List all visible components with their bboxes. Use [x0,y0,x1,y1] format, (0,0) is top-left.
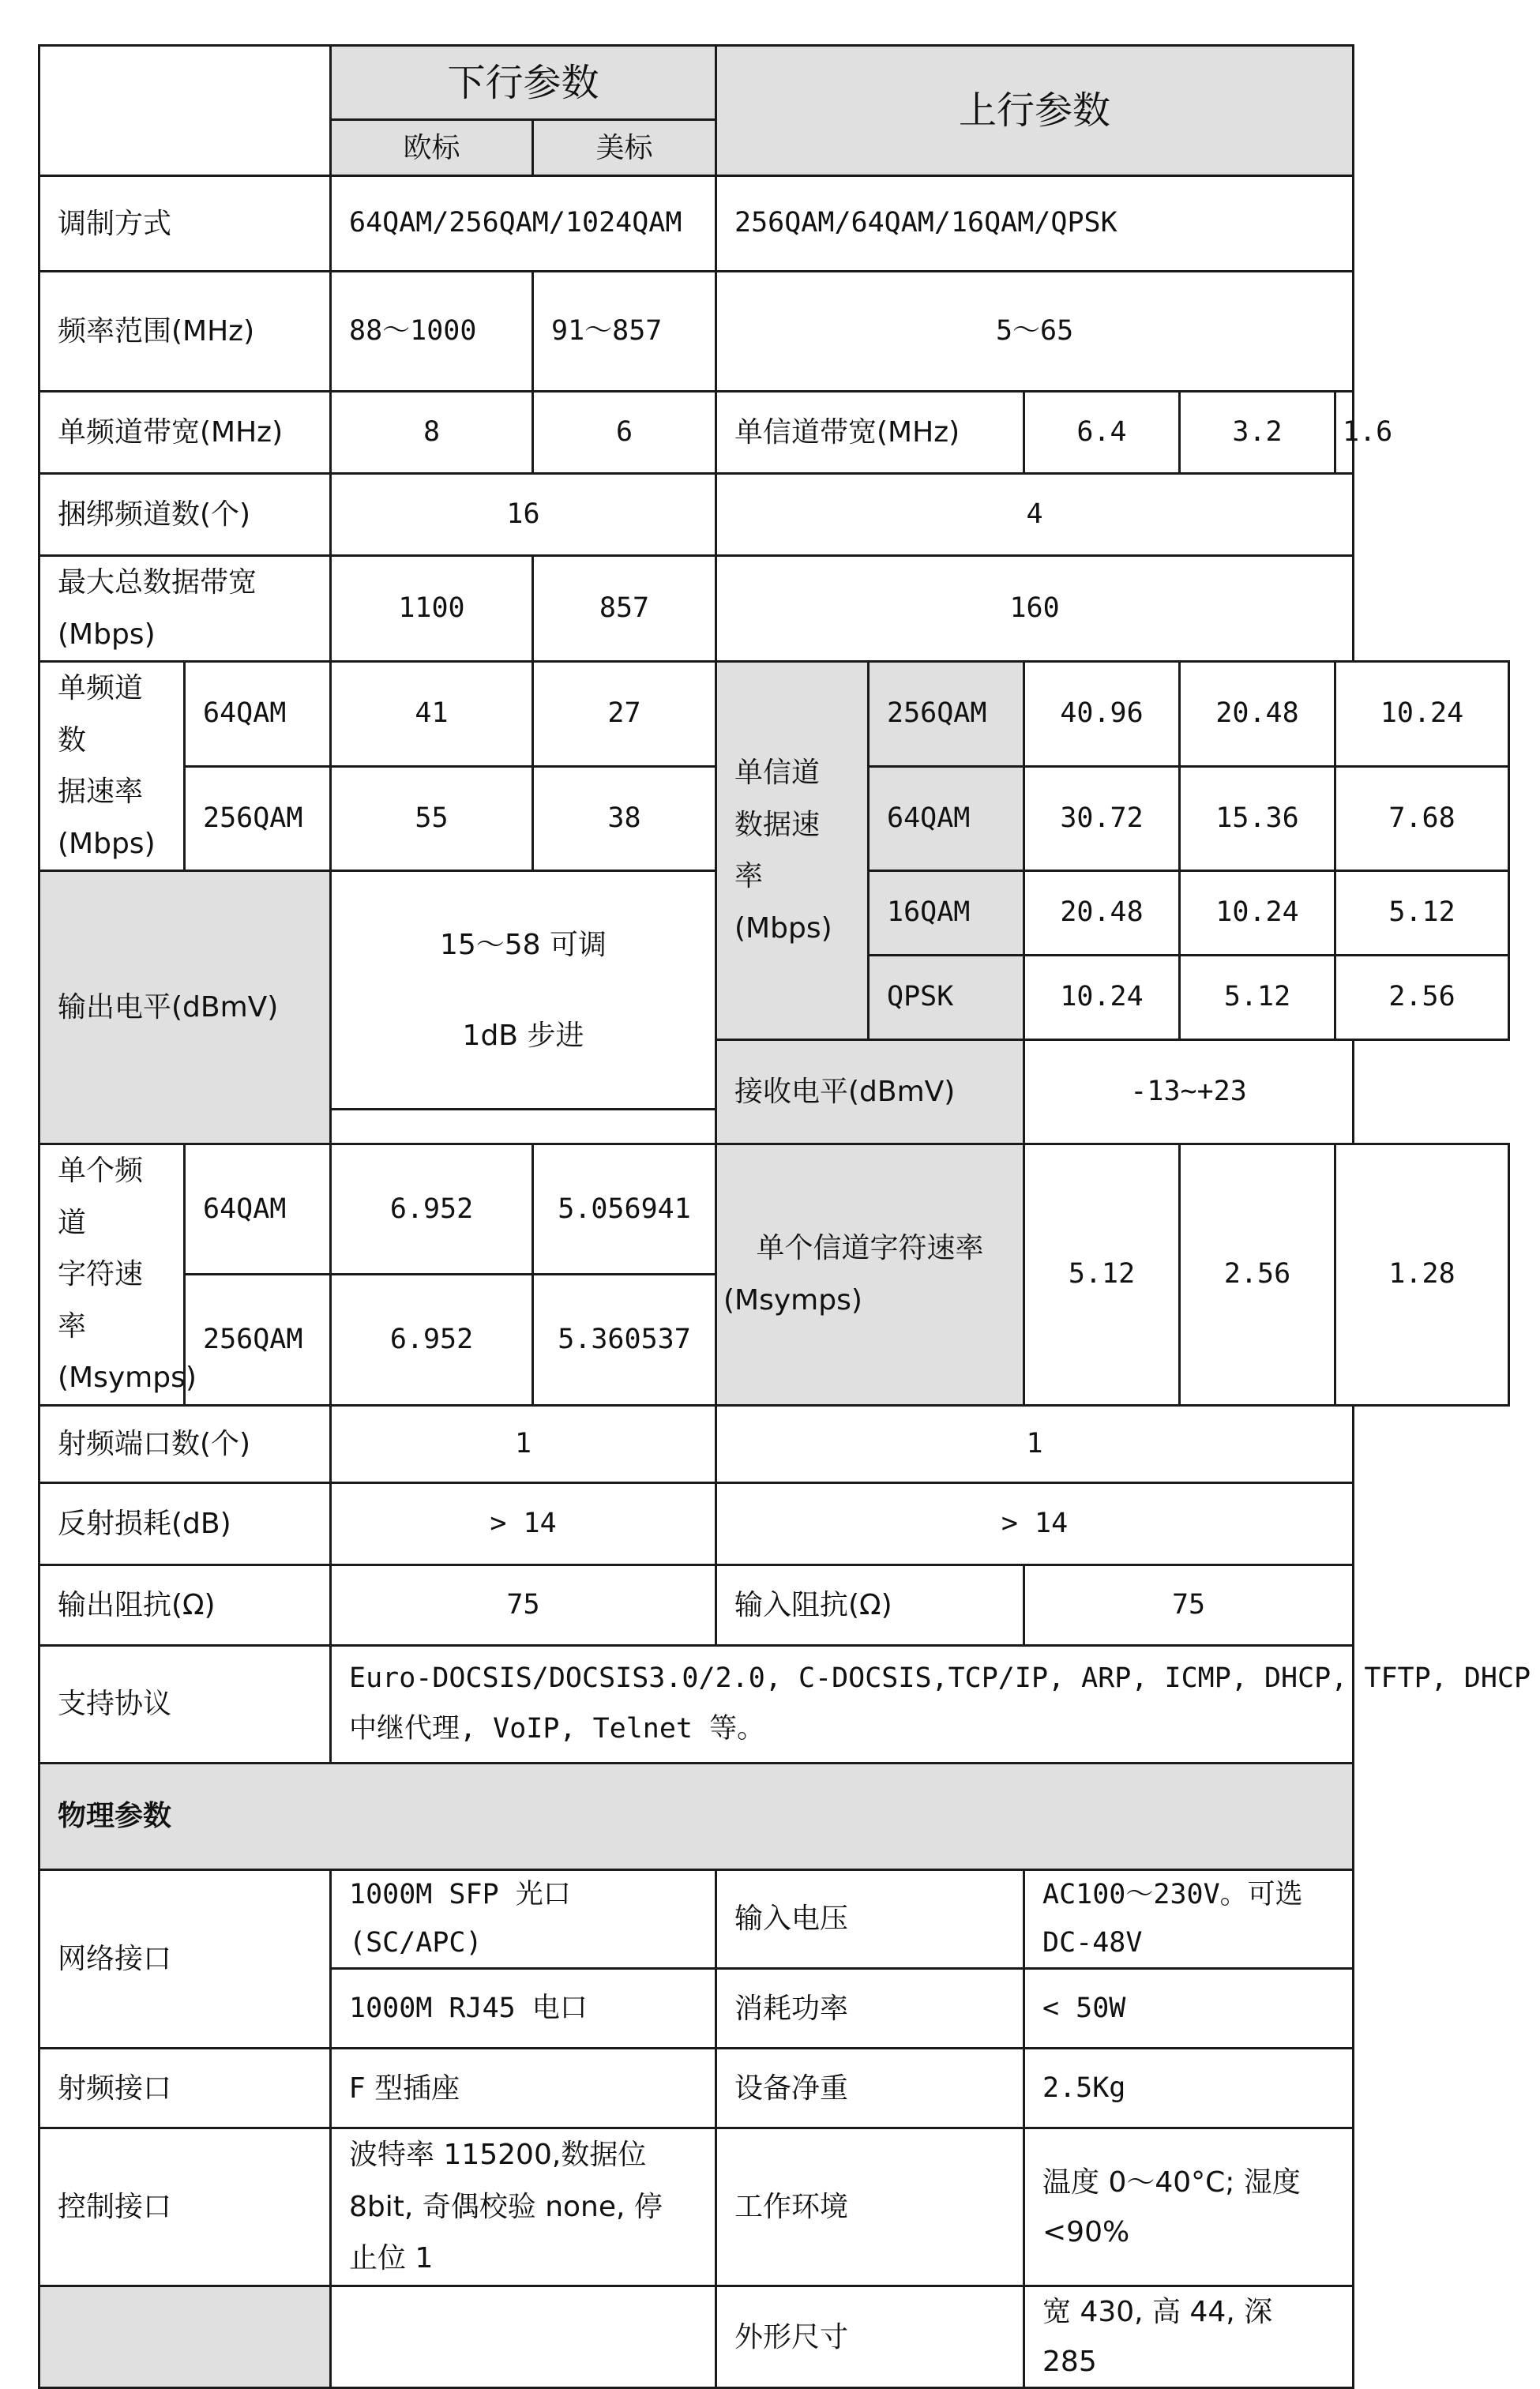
up-rate-mod: 256QAM [869,662,1024,767]
network-interface-label: 网络接口 [39,1869,331,2049]
control-interface-label: 控制接口 [39,2128,331,2286]
bonded-down: 16 [331,474,716,556]
up-rate-value: 30.72 [1024,766,1180,871]
network-interface-rj45: 1000M RJ45 电口 [331,1969,716,2049]
down-rate-us: 38 [533,766,716,871]
up-rate-mod: 16QAM [869,871,1024,956]
label-line: 单个频道 [58,1155,144,1239]
output-impedance-label: 输出阻抗(Ω) [39,1564,331,1645]
up-symbol-label [716,1144,1024,1406]
label-line: 最大总数据带宽 [58,566,257,599]
up-rate-value: 5.12 [1335,871,1509,956]
rf-interface-value: F 型插座 [331,2049,716,2128]
upstream-header: 上行参数 [716,46,1354,176]
us-standard-header: 美标 [533,120,716,176]
label-line: 单个信道字符速率 [756,1232,984,1265]
net-weight-value: 2.5Kg [1024,2049,1354,2128]
up-rate-value: 2.56 [1335,956,1509,1040]
control-interface-value [331,2128,716,2286]
up-channel-bw-label: 单信道带宽(MHz) [716,392,1024,474]
output-level-range: 15～58 可调 [439,928,607,961]
input-impedance-value: 75 [1024,1564,1354,1645]
input-voltage-value: AC100～230V。可选 DC-48V [1024,1869,1354,1969]
up-rate-value: 20.48 [1024,871,1180,956]
rx-level-value: -13~+23 [1024,1040,1354,1144]
down-rate-label [39,662,185,871]
up-rate-value: 5.12 [1180,956,1335,1040]
label-line: (Mbps) [734,911,832,945]
empty-cell [39,2286,331,2388]
down-symbol-us: 5.360537 [533,1275,716,1405]
down-symbol-mod: 64QAM [185,1144,331,1275]
up-rate-value: 10.24 [1335,662,1509,767]
down-rate-us: 27 [533,662,716,767]
up-rate-label [716,662,869,1040]
freq-range-us: 91～857 [533,272,716,392]
down-rate-mod: 64QAM [185,662,331,767]
empty-cell [331,2286,716,2388]
down-rate-eu: 55 [331,766,533,871]
up-rate-value: 10.24 [1024,956,1180,1040]
label-line: 数据速 [734,808,821,841]
rf-interface-label: 射频接口 [39,2049,331,2128]
rf-ports-up: 1 [716,1405,1354,1482]
modulation-label: 调制方式 [39,176,331,272]
down-symbol-label [39,1144,197,1406]
up-rate-mod: 64QAM [869,766,1024,871]
up-channel-bw-value: 3.2 [1180,392,1335,474]
max-bw-up: 160 [716,556,1354,662]
up-rate-value: 7.68 [1335,766,1509,871]
up-rate-value: 20.48 [1180,662,1335,767]
physical-section-title: 物理参数 [39,1763,1354,1869]
protocols-value [331,1645,1531,1763]
label-line: 单频道数 [58,672,144,757]
up-rate-value: 15.36 [1180,766,1335,871]
return-loss-down: > 14 [331,1482,716,1564]
label-line: (Mbps) [58,618,156,651]
freq-range-label: 频率范围(MHz) [39,272,331,392]
output-level-step: 1dB 步进 [462,1019,584,1052]
net-weight-label: 设备净重 [716,2049,1024,2128]
up-channel-bw-value: 6.4 [1024,392,1180,474]
modulation-down: 64QAM/256QAM/1024QAM [331,176,716,272]
down-symbol-mod: 256QAM [185,1275,331,1405]
environment-value: 温度 0～40°C; 湿度<90% [1024,2128,1354,2286]
label-line: (Mbps) [58,827,156,860]
eu-standard-header: 欧标 [331,120,533,176]
down-rate-eu: 41 [331,662,533,767]
label-line: (Msymps) [58,1362,197,1395]
up-channel-bw-value: 1.6 [1335,392,1354,474]
label-line: 单信道 [734,757,821,790]
rx-level-label: 接收电平(dBmV) [716,1040,1024,1144]
input-voltage-label: 输入电压 [716,1869,1024,1969]
bonded-up: 4 [716,474,1354,556]
output-impedance-value: 75 [331,1564,716,1645]
downstream-header: 下行参数 [331,46,716,120]
rf-ports-down: 1 [331,1405,716,1482]
control-line: 8bit, 奇偶校验 none, 停 [349,2190,663,2223]
dimensions-label: 外形尺寸 [716,2286,1024,2388]
power-consumption-label: 消耗功率 [716,1969,1024,2049]
up-symbol-value: 2.56 [1180,1144,1335,1406]
modulation-up: 256QAM/64QAM/16QAM/QPSK [716,176,1354,272]
down-symbol-eu: 6.952 [331,1144,533,1275]
spec-table [38,44,1531,2389]
channel-bw-label: 单频道带宽(MHz) [39,392,331,474]
output-level-value [331,871,716,1110]
header-corner [39,46,331,176]
dimensions-value: 宽 430, 高 44, 深 285 [1024,2286,1354,2388]
down-symbol-eu: 6.952 [331,1275,533,1405]
up-symbol-value: 5.12 [1024,1144,1180,1406]
control-line: 波特率 115200,数据位 [349,2139,647,2172]
freq-range-up: 5～65 [716,272,1354,392]
up-rate-value: 40.96 [1024,662,1180,767]
max-bw-eu: 1100 [331,556,533,662]
rf-ports-label: 射频端口数(个) [39,1405,331,1482]
protocols-line: 中继代理, VoIP, Telnet 等。 [349,1712,765,1745]
label-line: 字符速率 [58,1258,144,1343]
max-bw-label [39,556,331,662]
down-rate-mod: 256QAM [185,766,331,871]
control-line: 止位 1 [349,2242,434,2275]
input-impedance-label: 输入阻抗(Ω) [716,1564,1024,1645]
freq-range-eu: 88～1000 [331,272,533,392]
network-interface-sfp: 1000M SFP 光口 (SC/APC) [331,1869,716,1969]
channel-bw-eu: 8 [331,392,533,474]
power-consumption-value: < 50W [1024,1969,1354,2049]
label-line: (Msymps) [723,1283,862,1317]
channel-bw-us: 6 [533,392,716,474]
up-rate-value: 10.24 [1180,871,1335,956]
down-symbol-us: 5.056941 [533,1144,716,1275]
environment-label: 工作环境 [716,2128,1024,2286]
max-bw-us: 857 [533,556,716,662]
bonded-label: 捆绑频道数(个) [39,474,331,556]
output-level-label: 输出电平(dBmV) [39,871,331,1144]
protocols-line: Euro-DOCSIS/DOCSIS3.0/2.0, C-DOCSIS,TCP/IP, ARP, ICMP, DHCP, TFTP, DHCP [349,1662,1531,1694]
return-loss-label: 反射损耗(dB) [39,1482,331,1564]
protocols-label: 支持协议 [39,1645,331,1763]
up-symbol-value: 1.28 [1335,1144,1509,1406]
label-line: 率 [734,860,764,893]
label-line: 据速率 [58,776,144,809]
return-loss-up: > 14 [716,1482,1354,1564]
up-rate-mod: QPSK [869,956,1024,1040]
